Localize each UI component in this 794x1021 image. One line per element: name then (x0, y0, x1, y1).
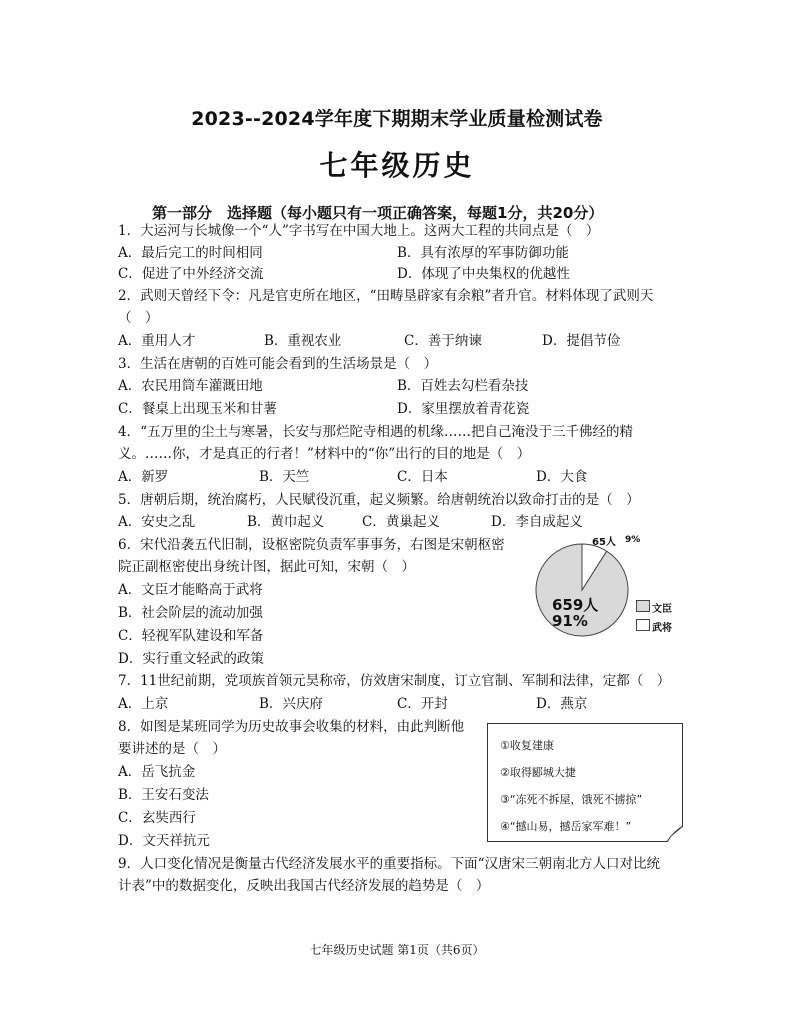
page-footer: 七年级历史试题 第1页（共6页） (309, 943, 485, 957)
question-2-stem: 2．武则天曾经下令：凡是官吏所在地区，“田畴垦辟家有余粮”者升官。材料体现了武则天 (118, 288, 654, 304)
question-8-option-d: D．文天祥抗元 (118, 833, 210, 849)
question-9-stem-cont: 计表”中的数据变化，反映出我国古代经济发展的趋势是（ ） (118, 878, 490, 894)
question-9-stem: 9．人口变化情况是衡量古代经济发展水平的重要指标。下面“汉唐宋三朝南北方人口对比统 (118, 856, 660, 872)
question-2-option-b: B．重视农业 (264, 333, 342, 349)
question-2-option-c: C．善于纳谏 (404, 333, 482, 349)
pie-label-wenchen-percent: 91% (552, 612, 588, 630)
legend-swatch-wenchen (636, 600, 650, 612)
question-3-option-d: D．家里摆放着青花瓷 (397, 401, 530, 417)
question-4-stem: 4．“五万里的尘土与寒暑，长安与那烂陀寺相遇的机缘……把自己淹没于三千佛经的精 (118, 424, 633, 440)
question-5-option-d: D．李自成起义 (491, 514, 583, 530)
question-1-option-a: A．最后完工的时间相同 (118, 245, 263, 261)
question-5-option-a: A．安史之乱 (118, 514, 196, 530)
section-heading: 第一部分 选择题（每小题只有一项正确答案，每题1分，共20分） (152, 204, 604, 222)
question-7-option-b: B．兴庆府 (259, 696, 323, 712)
question-1-option-c: C．促进了中外经济交流 (118, 266, 264, 282)
question-7-option-d: D．燕京 (536, 696, 588, 712)
question-8-option-a: A．岳飞抗金 (118, 764, 196, 780)
question-2-option-d: D．提倡节俭 (542, 333, 621, 349)
question-6-stem-cont: 院正副枢密使出身统计图，据此可知，宋朝（ ） (118, 559, 415, 575)
question-8-stem: 8．如图是某班同学为历史故事会收集的材料，由此判断他 (118, 719, 465, 735)
question-6-option-d: D．实行重文轻武的政策 (118, 651, 264, 667)
note-item-2: ②取得郾城大捷 (500, 766, 576, 779)
story-material-card (487, 723, 683, 842)
question-1-stem: 1．大运河与长城像一个“人”字书写在中国大地上。这两大工程的共同点是（ ） (118, 223, 600, 239)
question-6-stem: 6．宋代沿袭五代旧制，设枢密院负责军事事务，右图是宋朝枢密 (118, 537, 505, 553)
question-1-option-b: B．具有浓厚的军事防御功能 (397, 245, 569, 261)
question-2-stem-cont: （ ） (118, 310, 159, 326)
question-5-stem: 5．唐朝后期，统治腐朽，人民赋役沉重，起义频繁。给唐朝统治以致命打击的是（ ） (118, 492, 640, 508)
question-3-option-c: C．餐桌上出现玉米和甘薯 (118, 401, 277, 417)
question-3-option-a: A．农民用筒车灌溉田地 (118, 378, 263, 394)
question-4-stem-cont: 义。……你，才是真正的行者！”材料中的“你”出行的目的地是（ ） (118, 446, 531, 462)
question-5-option-b: B．黄巾起义 (247, 514, 325, 530)
question-6-option-b: B．社会阶层的流动加强 (118, 605, 263, 621)
subject-title: 七年级历史 (319, 149, 475, 182)
question-8-stem-cont: 要讲述的是（ ） (118, 741, 226, 757)
pie-label-wenchen-count: 659人 (552, 596, 599, 614)
legend-label-wujiang: 武将 (652, 623, 672, 634)
question-8-option-b: B．王安石变法 (118, 787, 209, 803)
note-item-3: ③“冻死不拆屋，饿死不掳掠” (500, 793, 643, 806)
page-curl-corner (667, 826, 683, 842)
question-4-option-a: A．新罗 (118, 469, 169, 485)
question-8-option-c: C．玄奘西行 (118, 810, 196, 826)
question-2-option-a: A．重用人才 (118, 333, 196, 349)
question-6-option-a: A．文臣才能略高于武将 (118, 582, 263, 598)
note-item-4: ④“撼山易，撼岳家军难！” (500, 820, 632, 833)
question-3-stem: 3．生活在唐朝的百姓可能会看到的生活场景是（ ） (118, 356, 438, 372)
exam-title: 2023--2024学年度下期期末学业质量检测试卷 (191, 108, 603, 130)
pie-label-wujiang-percent: 9% (625, 535, 641, 545)
question-7-option-c: C．开封 (397, 696, 448, 712)
question-1-option-d: D．体现了中央集权的优越性 (397, 266, 570, 282)
question-4-option-b: B．天竺 (259, 469, 310, 485)
legend-label-wenchen: 文臣 (652, 604, 672, 615)
question-4-option-d: D．大食 (536, 469, 588, 485)
question-3-option-b: B．百姓去勾栏看杂技 (397, 378, 529, 394)
question-7-stem: 7．11世纪前期，党项族首领元昊称帝，仿效唐宋制度，订立官制、军制和法律，定都（ ） (118, 673, 671, 689)
question-4-option-c: C．日本 (397, 469, 448, 485)
question-7-option-a: A．上京 (118, 696, 169, 712)
question-6-option-c: C．轻视军队建设和军备 (118, 628, 264, 644)
officials-pie-chart (530, 530, 690, 640)
note-item-1: ①收复建康 (500, 739, 554, 752)
question-5-option-c: C．黄巢起义 (362, 514, 440, 530)
legend-swatch-wujiang (636, 619, 650, 631)
pie-label-wujiang-count: 65人 (592, 537, 616, 548)
